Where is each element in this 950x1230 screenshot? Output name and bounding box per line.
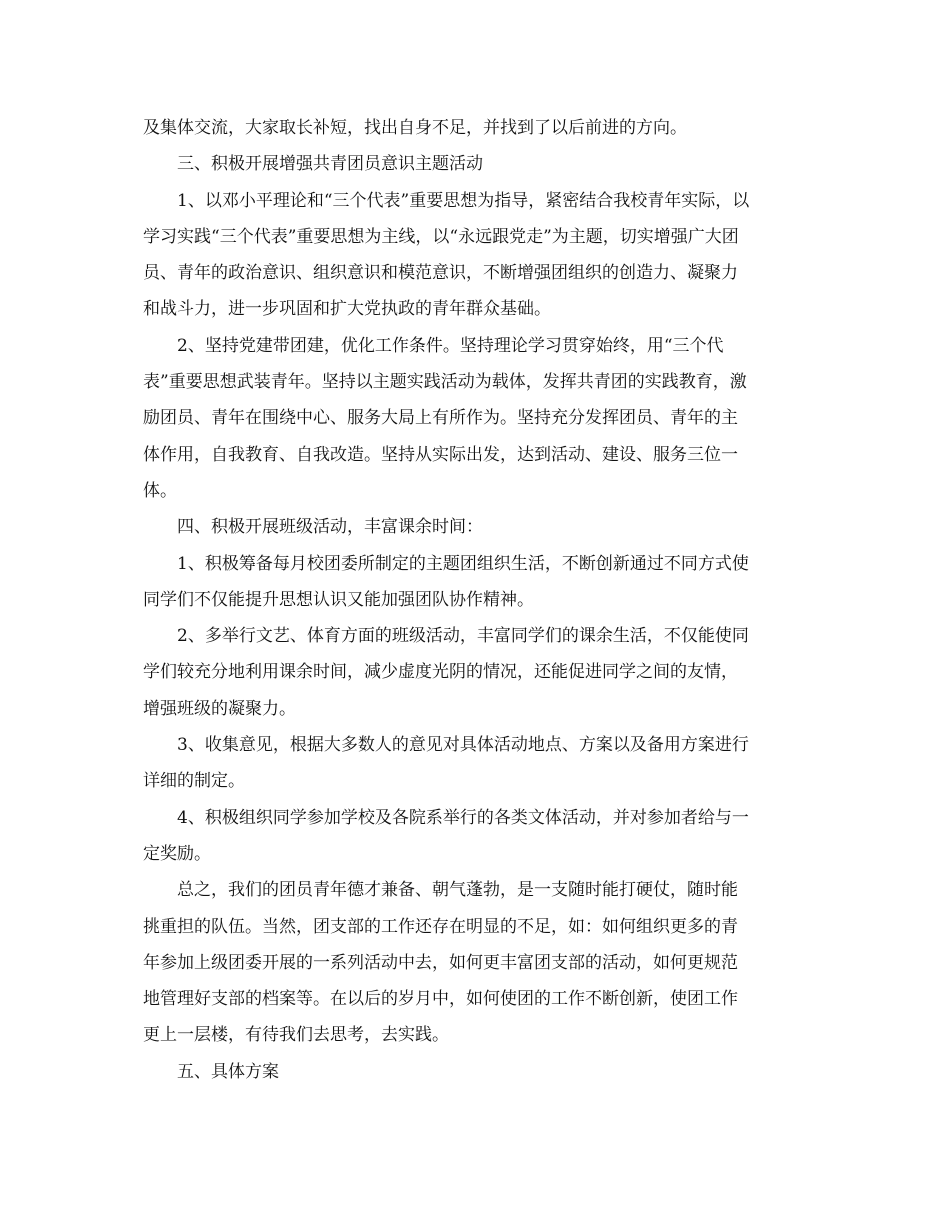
text-line: 总之，我们的团员青年德才兼备、朝气蓬勃，是一支随时能打硬仗，随时能 bbox=[177, 880, 738, 901]
text-line: 励团员、青年在围绕中心、服务大局上有所作为。坚持充分发挥团员、青年的主 bbox=[143, 408, 738, 429]
text-line: 1、以邓小平理论和“三个代表”重要思想为指导，紧密结合我校青年实际，以 bbox=[177, 190, 750, 211]
text-line: 表”重要思想武装青年。坚持以主题实践活动为载体，发挥共青团的实践教育，激 bbox=[143, 372, 747, 393]
text-line: 地管理好支部的档案等。在以后的岁月中，如何使团的工作不断创新，使团工作 bbox=[143, 989, 738, 1010]
text-line: 挑重担的队伍。当然，团支部的工作还存在明显的不足，如：如何组织更多的青 bbox=[143, 916, 738, 937]
text-line: 详细的制定。 bbox=[143, 771, 245, 792]
text-line: 及集体交流，大家取长补短，找出自身不足，并找到了以后前进的方向。 bbox=[143, 118, 687, 138]
section-heading: 四、积极开展班级活动，丰富课余时间： bbox=[177, 517, 483, 538]
document-page bbox=[143, 110, 809, 1090]
text-line: 2、坚持党建带团建，优化工作条件。坚持理论学习贯穿始终，用“三个代 bbox=[177, 335, 724, 356]
text-line: 1、积极筹备每月校团委所制定的主题团组织生活，不断创新通过不同方式使 bbox=[177, 553, 749, 574]
text-line: 同学们不仅能提升思想认识又能加强团队协作精神。 bbox=[143, 589, 534, 610]
text-line: 更上一层楼，有待我们去思考，去实践。 bbox=[143, 1025, 449, 1046]
text-line: 和战斗力，进一步巩固和扩大党执政的青年群众基础。 bbox=[143, 299, 551, 320]
text-line: 定奖励。 bbox=[143, 843, 211, 864]
text-line: 2、多举行文艺、体育方面的班级活动，丰富同学们的课余生活，不仅能使同 bbox=[177, 626, 749, 647]
section-heading: 三、积极开展增强共青团员意识主题活动 bbox=[177, 154, 483, 175]
text-line: 学习实践“三个代表”重要思想为主线，以“永远跟党走”为主题，切实增强广大团 bbox=[143, 226, 739, 247]
text-line: 体。 bbox=[143, 480, 177, 501]
text-line: 员、青年的政治意识、组织意识和模范意识，不断增强团组织的创造力、凝聚力 bbox=[143, 263, 738, 284]
text-line: 学们较充分地利用课余时间，减少虚度光阴的情况，还能促进同学之间的友情， bbox=[143, 662, 738, 683]
text-line: 4、积极组织同学参加学校及各院系举行的各类文体活动，并对参加者给与一 bbox=[177, 807, 749, 828]
text-line: 体作用，自我教育、自我改造。坚持从实际出发，达到活动、建设、服务三位一 bbox=[143, 444, 738, 465]
text-line: 增强班级的凝聚力。 bbox=[143, 698, 296, 719]
text-line: 年参加上级团委开展的一系列活动中去，如何更丰富团支部的活动，如何更规范 bbox=[143, 952, 738, 973]
section-heading: 五、具体方案 bbox=[177, 1061, 279, 1082]
text-line: 3、收集意见，根据大多数人的意见对具体活动地点、方案以及备用方案进行 bbox=[177, 735, 749, 756]
